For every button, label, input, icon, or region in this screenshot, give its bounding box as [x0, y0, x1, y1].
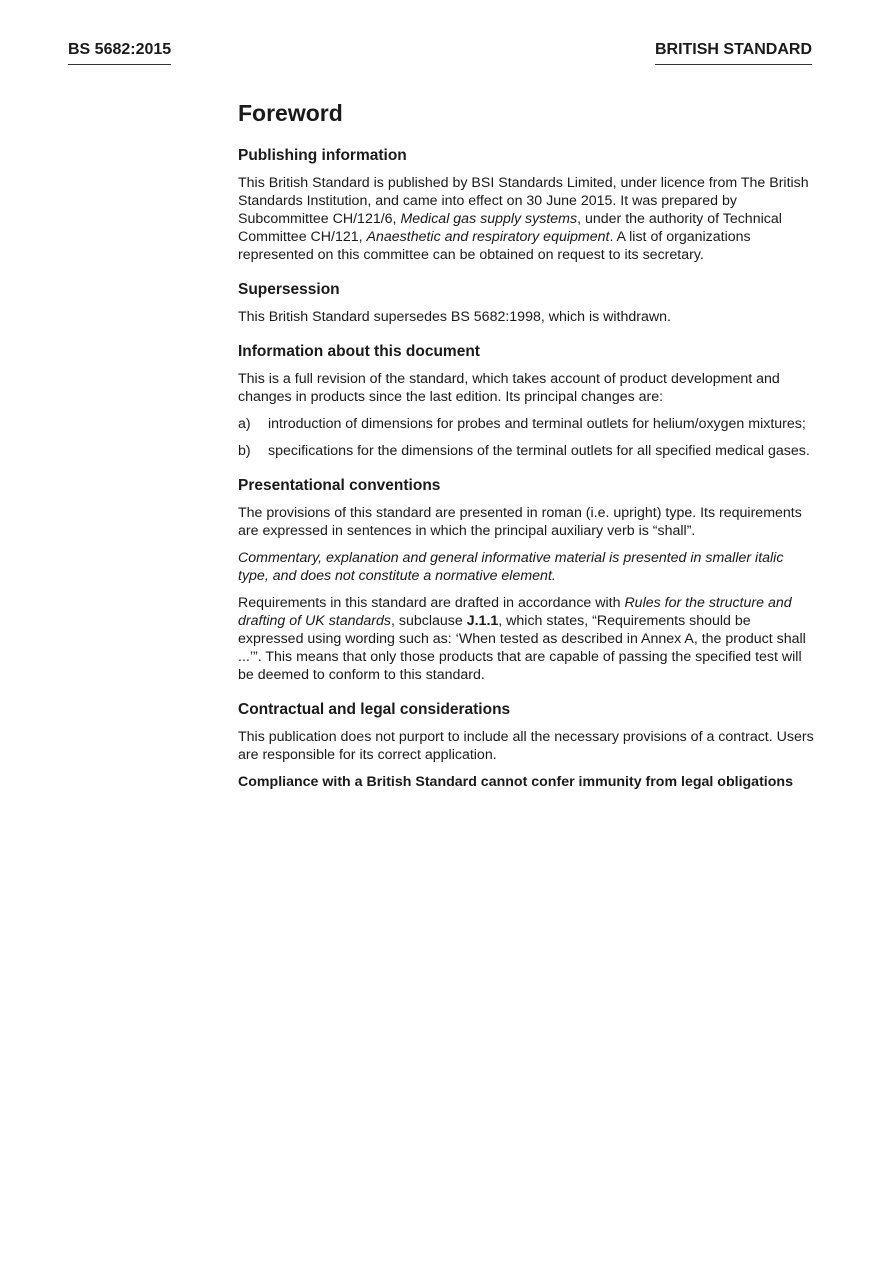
publishing-text-2: , under the authority of Technical Committee CH/121,	[238, 211, 782, 245]
section-supersession	[238, 280, 816, 326]
changes-list	[238, 415, 816, 460]
information-intro: This is a full revision of the standard, which takes account of product development and changes in products since the last edition. Its principal changes are:	[238, 371, 780, 405]
list-item	[238, 415, 816, 433]
section-conventions	[238, 476, 816, 684]
conventions-text-c: , which states, “Requirements should be expressed using wording such as: ‘When tested as described in Annex A, the product shall ...’”. This means that only those products that are capable of passing the specified test will be deemed to conform to this standard.	[238, 613, 806, 683]
section-information	[238, 342, 816, 460]
conventions-paragraph-3	[238, 594, 816, 684]
list-item	[238, 442, 816, 460]
conventions-subclause: J.1.1	[466, 613, 499, 629]
section-heading-legal: Contractual and legal considerations	[238, 701, 511, 718]
section-heading-supersession: Supersession	[238, 281, 340, 298]
legal-compliance-note: Compliance with a British Standard cannot confer immunity from legal obligations	[238, 774, 793, 790]
publishing-committee-title: Anaesthetic and respiratory equipment	[366, 229, 610, 245]
section-heading-information: Information about this document	[238, 343, 480, 360]
header-doc-id: BS 5682:2015	[68, 40, 171, 65]
conventions-commentary: Commentary, explanation and general informative material is presented in smaller italic type, and does not constitute a normative element.	[238, 550, 784, 584]
conventions-rules-title: Rules for the structure and drafting of UK standards	[238, 595, 792, 629]
list-item-text: introduction of dimensions for probes and terminal outlets for helium/oxygen mixtures;	[268, 416, 806, 432]
page-content	[238, 98, 816, 807]
section-heading-conventions: Presentational conventions	[238, 477, 441, 494]
section-heading-publishing: Publishing information	[238, 147, 407, 164]
list-marker: b)	[238, 443, 251, 459]
legal-paragraph: This publication does not purport to include all the necessary provisions of a contract. Users are responsible for its correct application.	[238, 729, 814, 763]
conventions-paragraph-1: The provisions of this standard are presented in roman (i.e. upright) type. Its requirements are expressed in sentences in which the principal auxiliary verb is “shall”.	[238, 505, 802, 539]
list-marker: a)	[238, 416, 251, 432]
page-title: Foreword	[238, 100, 343, 126]
publishing-text-1: This British Standard is published by BSI Standards Limited, under licence from The British Standards Institution, and came into effect on 30 June 2015. It was prepared by Subcommittee CH/121/6,	[238, 175, 809, 227]
conventions-text-a: Requirements in this standard are drafted in accordance with	[238, 595, 625, 611]
list-item-text: specifications for the dimensions of the terminal outlets for all specified medical gases.	[268, 443, 810, 459]
section-legal	[238, 700, 816, 791]
conventions-text-b: , subclause	[391, 613, 467, 629]
publishing-subcommittee-title: Medical gas supply systems	[400, 211, 578, 227]
supersession-paragraph: This British Standard supersedes BS 5682:1998, which is withdrawn.	[238, 309, 671, 325]
section-publishing	[238, 146, 816, 264]
publishing-paragraph	[238, 174, 816, 264]
publishing-text-3: . A list of organizations represented on this committee can be obtained on request to its secretary.	[238, 229, 751, 263]
header-publisher: BRITISH STANDARD	[655, 40, 812, 65]
